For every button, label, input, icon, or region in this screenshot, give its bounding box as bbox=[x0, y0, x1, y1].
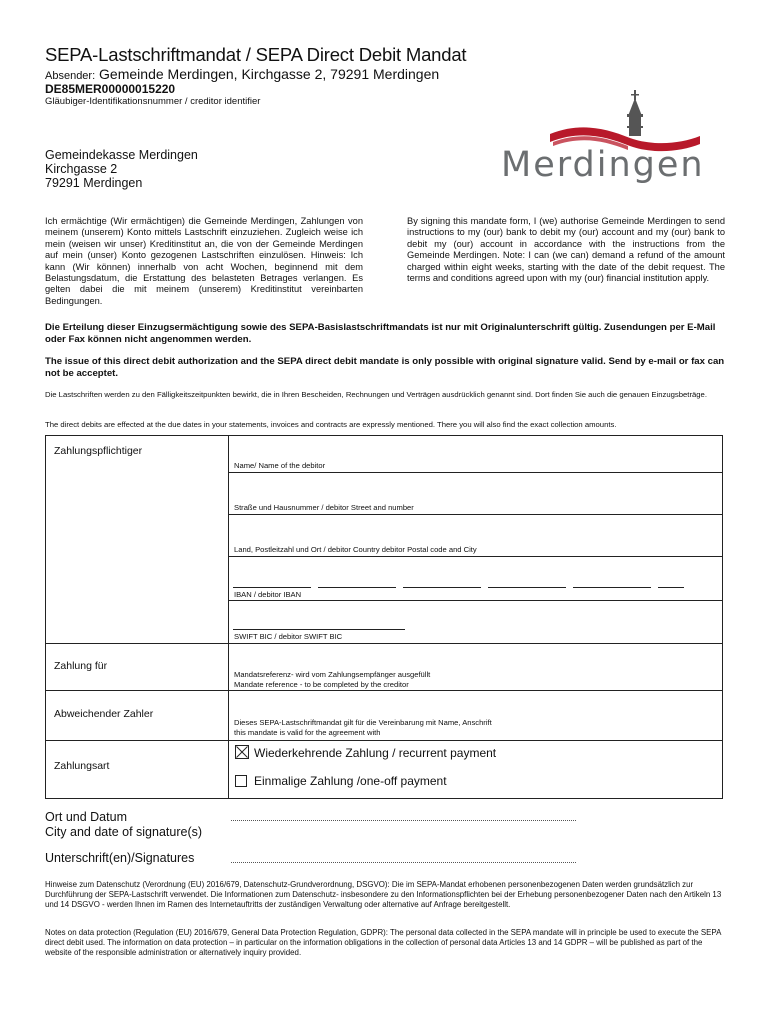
place-date-de: Ort und Datum bbox=[45, 810, 127, 824]
place-date-input[interactable] bbox=[231, 820, 576, 821]
recurrent-payment-checkbox[interactable] bbox=[235, 745, 249, 759]
due-dates-notice-de: Die Lastschriften werden zu den Fälligkeitszeitpunkten bewirkt, die in Ihren Bescheiden, Rechnungen und Verträgen ausdrücklich genannt sind. Dort finden Sie auch die genauen Einzugsbeträge. bbox=[45, 390, 707, 399]
other-payer-label: Abweichender Zahler bbox=[54, 708, 154, 720]
privacy-notice-en: Notes on data protection (Regulation (EU) 2016/679, General Data Protection Regulation, GDPR): The personal data collected in the SEPA mandate will in principle be used to execute the SEPA direct debit used. The information on data protection – in particular on the information obligations in the collection of personal data Articles 13 and 14 GDPR – will be published as part of the website of the responsible administration or alternatively inquiry provided. bbox=[45, 928, 721, 957]
signature-notice-de: Die Erteilung dieser Einzugsermächtigung sowie des SEPA-Basislastschriftmandats ist nur mit Originalunterschrift gültig. Zusendungen per E-Mail oder Fax können nicht angenommen werden. bbox=[45, 322, 716, 345]
authorization-text-en: By signing this mandate form, I (we) authorise Gemeinde Merdingen to send instructions to my (our) bank to debit my (our) account and my (our) bank to debit my (our) account in accordance with the instructions from the Gemeinde Merdingen. Note: I can (we can) demand a refund of the amount charged within eight weeks, starting with the date of the debit request. The terms and conditions agreed upon with my (our) financial institution apply. bbox=[407, 216, 725, 284]
payment-type-label: Zahlungsart bbox=[54, 760, 110, 772]
payment-for-label: Zahlung für bbox=[54, 660, 108, 672]
logo-text: Merdingen bbox=[501, 145, 705, 185]
debtor-name-label: Name/ Name of the debitor bbox=[234, 461, 326, 470]
iban-segment bbox=[658, 587, 684, 588]
recurrent-payment-label: Wiederkehrende Zahlung / recurrent payment bbox=[254, 746, 497, 760]
place-date-label bbox=[45, 810, 202, 840]
mandate-reference-de: Mandatsreferenz- wird vom Zahlungsempfänger ausgefüllt bbox=[234, 670, 431, 679]
iban-segment bbox=[573, 587, 651, 588]
debtor-city-label: Land, Postleitzahl und Ort / debitor Country debitor Postal code and City bbox=[234, 545, 477, 554]
signatures-label: Unterschrift(en)/Signatures bbox=[45, 851, 195, 865]
church-tower-icon bbox=[627, 90, 643, 136]
iban-label: IBAN / debitor IBAN bbox=[234, 590, 302, 599]
due-dates-notice-en: The direct debits are effected at the due dates in your statements, invoices and contracts are expressly mentioned. There you will also find the exact collection amounts. bbox=[45, 420, 617, 429]
form-column-divider bbox=[228, 435, 229, 799]
section-divider bbox=[45, 740, 723, 741]
debtor-street-label: Straße und Hausnummer / debitor Street and number bbox=[234, 503, 414, 512]
merdingen-logo bbox=[495, 86, 705, 186]
checkmark-x-icon bbox=[236, 746, 248, 758]
iban-segment bbox=[403, 587, 481, 588]
creditor-id: DE85MER00000015220 bbox=[45, 82, 176, 96]
creditor-id-label: Gläubiger-Identifikationsnummer / creditor identifier bbox=[45, 96, 261, 107]
oneoff-payment-label: Einmalige Zahlung /one-off payment bbox=[254, 774, 447, 788]
document-title: SEPA-Lastschriftmandat / SEPA Direct Debit Mandat bbox=[45, 44, 467, 65]
iban-input[interactable] bbox=[230, 557, 722, 599]
bic-underline bbox=[233, 629, 405, 630]
iban-segment bbox=[233, 587, 311, 588]
signature-input[interactable] bbox=[231, 862, 576, 863]
debtor-section-label: Zahlungspflichtiger bbox=[54, 445, 143, 457]
iban-segment bbox=[318, 587, 396, 588]
sender-value: Gemeinde Merdingen, Kirchgasse 2, 79291 Merdingen bbox=[99, 66, 440, 82]
sender-line bbox=[45, 66, 439, 82]
privacy-notice-de: Hinweise zum Datenschutz (Verordnung (EU) 2016/679, Datenschutz-Grundverordnung, DSGVO): Die im SEPA-Mandat erhobenen personenbezogenen Daten werden grundsätzlich zur Durchführung der SEPA-Lastschrift verwendet. Die Informationen zum Datenschutz- insbesondere zu den Informationspflichten bei der Erhebung personenbezogener Daten nach den Artikeln 13 und 14 DSGVO - werden Ihnen im Ramen des Internetauftritts der zuständigen Verwaltung oder alternative auf Anfrage bereitgestellt. bbox=[45, 880, 722, 909]
recipient-address bbox=[45, 148, 198, 190]
iban-segment bbox=[488, 587, 566, 588]
mandate-reference-en: Mandate reference - to be completed by the creditor bbox=[234, 680, 409, 689]
bic-label: SWIFT BIC / debitor SWIFT BIC bbox=[234, 632, 343, 641]
authorization-text-de: Ich ermächtige (Wir ermächtigen) die Gemeinde Merdingen, Zahlungen von meinem (unserem) Konto mittels Lastschrift einzuziehen. Zugleich weise ich mein (weisen wir unser) Kreditinstitut an, die von der Gemeinde Merdingen auf mein (unser) Konto gezogenen Lastschriften einzulösen. Hinweis: Ich kann (Wir können) innerhalb von acht Wochen, beginnend mit dem Belastungsdatum, die Erstattung des belasteten Betrages verlangen. Es gelten dabei die mit meinem (unserem) Kreditinstitut vereinbarten Bedingungen. bbox=[45, 216, 363, 306]
place-date-en: City and date of signature(s) bbox=[45, 825, 203, 839]
address-line-3: 79291 Merdingen bbox=[45, 176, 143, 190]
address-line-1: Gemeindekasse Merdingen bbox=[45, 148, 198, 162]
signature-notice-en: The issue of this direct debit authorization and the SEPA direct debit mandate is only possible with original signature valid. Send by e-mail or fax can not be acceptet. bbox=[45, 356, 725, 379]
address-line-2: Kirchgasse 2 bbox=[45, 162, 118, 176]
other-payer-de: Dieses SEPA-Lastschriftmandat gilt für die Vereinbarung mit Name, Anschrift bbox=[234, 718, 492, 727]
other-payer-en: this mandate is valid for the agreement with bbox=[234, 728, 381, 737]
oneoff-payment-checkbox[interactable] bbox=[235, 775, 247, 787]
sender-label: Absender: bbox=[45, 70, 96, 82]
